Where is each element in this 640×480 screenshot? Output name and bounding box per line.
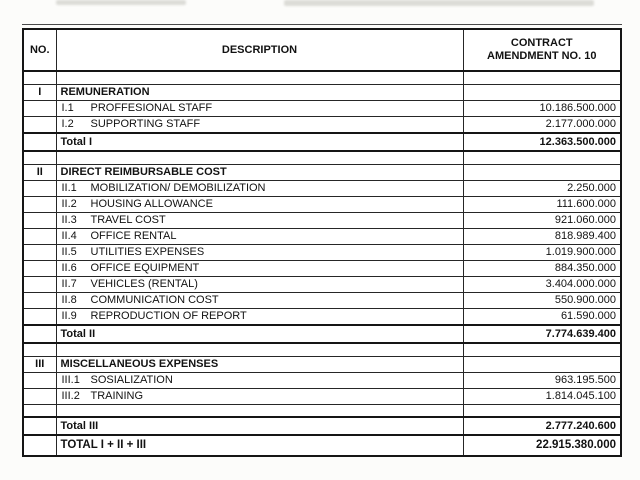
cell-no xyxy=(23,389,56,405)
cell-description xyxy=(56,101,463,117)
cell-amount xyxy=(463,357,621,373)
cell-description: TOTAL I + II + III xyxy=(56,435,463,456)
cell-amount: 3.404.000.000 xyxy=(463,277,621,293)
cell-amount: 2.177.000.000 xyxy=(463,117,621,134)
table-row-item xyxy=(23,181,621,197)
cell-amount xyxy=(463,405,621,418)
cell-description xyxy=(56,245,463,261)
item-label: REPRODUCTION OF REPORT xyxy=(90,310,247,323)
cell-no xyxy=(23,117,56,134)
item-number: II.6 xyxy=(61,262,77,275)
cell-no xyxy=(23,405,56,418)
cell-no: III xyxy=(23,357,56,373)
cell-description xyxy=(56,261,463,277)
cell-no xyxy=(23,197,56,213)
cell-description xyxy=(56,389,463,405)
cell-description xyxy=(56,181,463,197)
table-row-blank xyxy=(23,405,621,418)
cell-amount xyxy=(463,71,621,85)
table-header xyxy=(23,29,621,71)
cell-amount: 2.777.240.600 xyxy=(463,417,621,435)
cell-amount: 550.900.000 xyxy=(463,293,621,309)
cell-amount xyxy=(463,151,621,165)
item-number: III.1 xyxy=(61,374,80,387)
cell-description xyxy=(56,197,463,213)
table-row-total xyxy=(23,133,621,151)
item-label: SUPPORTING STAFF xyxy=(90,118,201,131)
cell-no: II xyxy=(23,165,56,181)
table-row-item xyxy=(23,309,621,326)
cell-description xyxy=(56,71,463,85)
cell-description: DIRECT REIMBURSABLE COST xyxy=(56,165,463,181)
table-row-item xyxy=(23,229,621,245)
col-header-no: NO. xyxy=(23,29,56,71)
item-label: UTILITIES EXPENSES xyxy=(90,246,205,259)
cell-description: Total III xyxy=(56,417,463,435)
cell-no xyxy=(23,213,56,229)
cell-no xyxy=(23,373,56,389)
cell-description xyxy=(56,277,463,293)
item-number: II.9 xyxy=(61,310,77,323)
item-number: II.2 xyxy=(61,198,77,211)
cell-no xyxy=(23,261,56,277)
cell-description xyxy=(56,213,463,229)
cell-description xyxy=(56,229,463,245)
item-label: VEHICLES (RENTAL) xyxy=(90,278,198,291)
cell-no xyxy=(23,181,56,197)
item-number: II.1 xyxy=(61,182,77,195)
cell-description xyxy=(56,373,463,389)
cell-no xyxy=(23,71,56,85)
table-row-spacer xyxy=(23,151,621,165)
cell-amount: 963.195.500 xyxy=(463,373,621,389)
table-row-item xyxy=(23,293,621,309)
item-label: SOSIALIZATION xyxy=(90,374,173,387)
cell-description xyxy=(56,117,463,134)
clipped-text-fragment xyxy=(56,0,186,5)
table-row-spacer xyxy=(23,343,621,357)
cell-amount xyxy=(463,343,621,357)
table-row-grand-total xyxy=(23,435,621,456)
cell-amount: 2.250.000 xyxy=(463,181,621,197)
table-row-item xyxy=(23,101,621,117)
table-row-item xyxy=(23,117,621,134)
cell-amount: 7.774.639.400 xyxy=(463,325,621,343)
cell-description: Total I xyxy=(56,133,463,151)
table-row-item xyxy=(23,245,621,261)
cell-no xyxy=(23,325,56,343)
cell-amount: 111.600.000 xyxy=(463,197,621,213)
budget-table-wrapper xyxy=(22,24,622,457)
item-label: MOBILIZATION/ DEMOBILIZATION xyxy=(90,182,266,195)
cell-no xyxy=(23,293,56,309)
item-label: HOUSING ALLOWANCE xyxy=(90,198,213,211)
cell-no xyxy=(23,309,56,326)
cell-amount: 61.590.000 xyxy=(463,309,621,326)
cell-no xyxy=(23,343,56,357)
item-number: I.2 xyxy=(61,118,74,131)
table-row-item xyxy=(23,213,621,229)
table-row-section xyxy=(23,85,621,101)
cell-amount: 818.989.400 xyxy=(463,229,621,245)
cell-amount: 22.915.380.000 xyxy=(463,435,621,456)
cell-amount: 1.814.045.100 xyxy=(463,389,621,405)
cell-amount: 10.186.500.000 xyxy=(463,101,621,117)
cell-description xyxy=(56,405,463,418)
table-row-section xyxy=(23,165,621,181)
item-label: OFFICE RENTAL xyxy=(90,230,177,243)
item-number: II.8 xyxy=(61,294,77,307)
cell-no xyxy=(23,229,56,245)
item-label: PROFFESIONAL STAFF xyxy=(90,102,213,115)
table-row-item xyxy=(23,277,621,293)
cell-no xyxy=(23,151,56,165)
item-label: TRAINING xyxy=(90,390,144,403)
table-row-spacer xyxy=(23,71,621,85)
clipped-text-fragment xyxy=(284,0,594,6)
cell-description: Total II xyxy=(56,325,463,343)
item-number: II.4 xyxy=(61,230,77,243)
cell-amount: 884.350.000 xyxy=(463,261,621,277)
cell-description: MISCELLANEOUS EXPENSES xyxy=(56,357,463,373)
cell-no xyxy=(23,101,56,117)
item-label: COMMUNICATION COST xyxy=(90,294,219,307)
cell-description xyxy=(56,343,463,357)
cell-amount xyxy=(463,85,621,101)
table-row-total xyxy=(23,325,621,343)
contract-amendment-table xyxy=(22,28,622,457)
item-label: TRAVEL COST xyxy=(90,214,166,227)
table-row-item xyxy=(23,389,621,405)
col-header-description: DESCRIPTION xyxy=(56,29,463,71)
table-row-item xyxy=(23,261,621,277)
col-header-amount: CONTRACT AMENDMENT NO. 10 xyxy=(463,29,621,71)
cell-no xyxy=(23,277,56,293)
cell-no: I xyxy=(23,85,56,101)
cell-amount: 12.363.500.000 xyxy=(463,133,621,151)
cell-no xyxy=(23,133,56,151)
item-number: II.7 xyxy=(61,278,77,291)
table-header-row xyxy=(23,29,621,71)
cell-no xyxy=(23,245,56,261)
cell-description xyxy=(56,293,463,309)
item-number: III.2 xyxy=(61,390,80,403)
cell-description xyxy=(56,309,463,326)
item-number: I.1 xyxy=(61,102,74,115)
cell-description: REMUNERATION xyxy=(56,85,463,101)
cell-amount: 921.060.000 xyxy=(463,213,621,229)
table-row-item xyxy=(23,197,621,213)
cell-no xyxy=(23,435,56,456)
cell-no xyxy=(23,417,56,435)
table-body xyxy=(23,71,621,456)
cell-amount xyxy=(463,165,621,181)
table-row-total xyxy=(23,417,621,435)
table-row-item xyxy=(23,373,621,389)
table-row-section xyxy=(23,357,621,373)
item-label: OFFICE EQUIPMENT xyxy=(90,262,200,275)
item-number: II.3 xyxy=(61,214,77,227)
cell-amount: 1.019.900.000 xyxy=(463,245,621,261)
item-number: II.5 xyxy=(61,246,77,259)
cell-description xyxy=(56,151,463,165)
